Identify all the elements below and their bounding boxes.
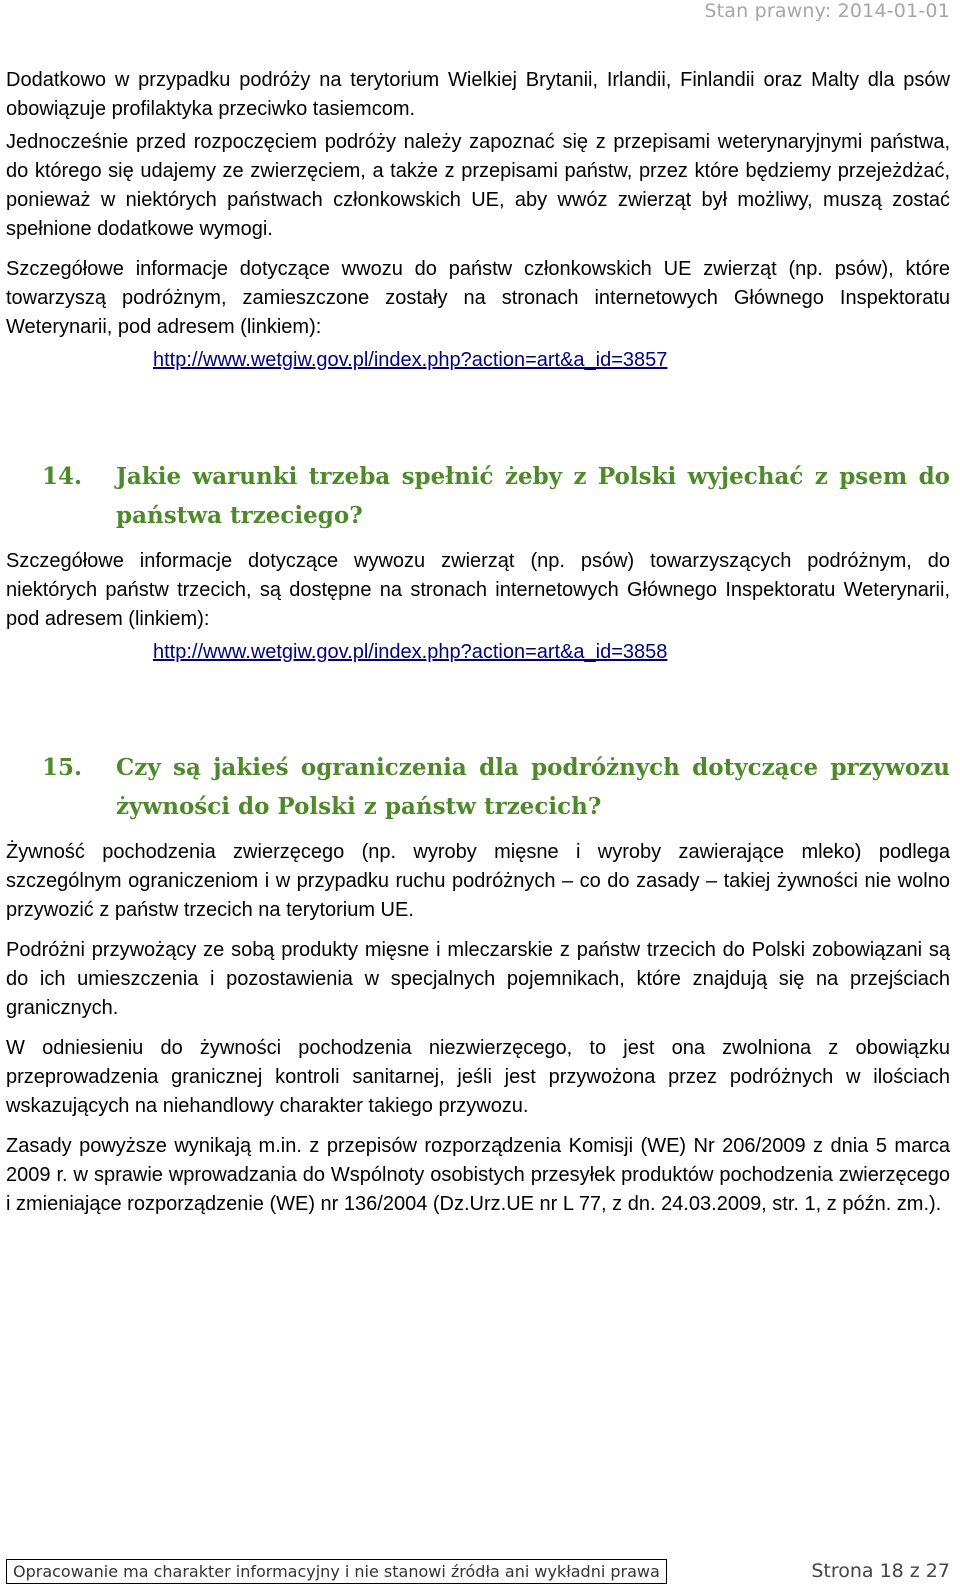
legal-status-header: Stan prawny: 2014-01-01 [704,0,950,22]
link-line-1 [6,346,950,375]
section-14-title: Jakie warunki trzeba spełnić żeby z Polski wyjechać z psem do państwa trzeciego? [116,463,950,529]
section-14-number: 14. [42,463,83,490]
wetgiw-link-3858[interactable]: http://www.wetgiw.gov.pl/index.php?action=art&a_id=3858 [153,641,668,663]
page-footer [6,1550,950,1584]
page-content [6,66,950,1230]
paragraph-veterinary-rules: Jednocześnie przed rozpoczęciem podróży należy zapoznać się z przepisami weterynaryjnymi państwa, do którego się udajemy ze zwierzęciem, a także z przepisami państw, przez które będziemy przejeżdżać, ponieważ w niektórych państwach członkowskich UE, aby wwóz zwierząt był możliwy, muszą zostać spełnione dodatkowe wymogi. [6,131,950,240]
paragraph-tapeworm: Dodatkowo w przypadku podróży na terytorium Wielkiej Brytanii, Irlandii, Finlandii oraz Malty dla psów obowiązuje profilaktyka przeciwko tasiemcom. [6,69,950,120]
spacer [6,667,950,748]
wetgiw-link-3857[interactable]: http://www.wetgiw.gov.pl/index.php?action=art&a_id=3857 [153,349,668,371]
section-15-paragraph-non-animal-food: W odniesieniu do żywności pochodzenia niezwierzęcego, to jest ona zwolniona z obowiązku przeprowadzenia granicznej kontroli sanitarnej, jeśli jest przywożona przez podróżnych w ilościach wskazujących na niehandlowy charakter takiego przywozu. [6,1037,950,1117]
section-15-title: Czy są jakieś ograniczenia dla podróżnych dotyczące przywozu żywności do Polski z państw trzecich? [116,754,950,820]
paragraph-import-info: Szczegółowe informacje dotyczące wwozu do państw członkowskich UE zwierząt (np. psów), które towarzyszą podróżnym, zamieszczone zostały na stronach internetowych Głównego Inspektoratu Weterynarii, pod adresem (linkiem): [6,258,950,338]
link-line-2 [6,638,950,667]
section-15-number: 15. [42,754,83,781]
spacer [6,375,950,457]
section-14-heading [6,457,950,535]
section-14-paragraph: Szczegółowe informacje dotyczące wywozu zwierząt (np. psów) towarzyszących podróżnym, do niektórych państw trzecich, są dostępne na stronach internetowych Głównego Inspektoratu Weterynarii, pod adresem (linkiem): [6,550,950,630]
section-15-paragraph-animal-food: Żywność pochodzenia zwierzęcego (np. wyroby mięsne i wyroby zawierające mleko) podlega szczególnym ograniczeniom i w przypadku ruchu podróżnych – co do zasady – takiej żywności nie wolno przywozić z państw trzecich na terytorium UE. [6,841,950,921]
page-number: Strona 18 z 27 [811,1560,950,1582]
section-15-heading [6,748,950,826]
footer-disclaimer: Opracowanie ma charakter informacyjny i nie stanowi źródła ani wykładni prawa [6,1559,667,1584]
section-15-paragraph-containers: Podróżni przywożący ze sobą produkty mięsne i mleczarskie z państw trzecich do Polski zobowiązani są do ich umieszczenia i pozostawienia w specjalnych pojemnikach, które znajdują się na przejściach granicznych. [6,939,950,1019]
section-15-paragraph-regulation: Zasady powyższe wynikają m.in. z przepisów rozporządzenia Komisji (WE) Nr 206/2009 z dnia 5 marca 2009 r. w sprawie wprowadzania do Wspólnoty osobistych przesyłek produktów pochodzenia zwierzęcego i zmieniające rozporządzenie (WE) nr 136/2004 (Dz.Urz.UE nr L 77, z dn. 24.03.2009, str. 1, z późn. zm.). [6,1135,950,1215]
